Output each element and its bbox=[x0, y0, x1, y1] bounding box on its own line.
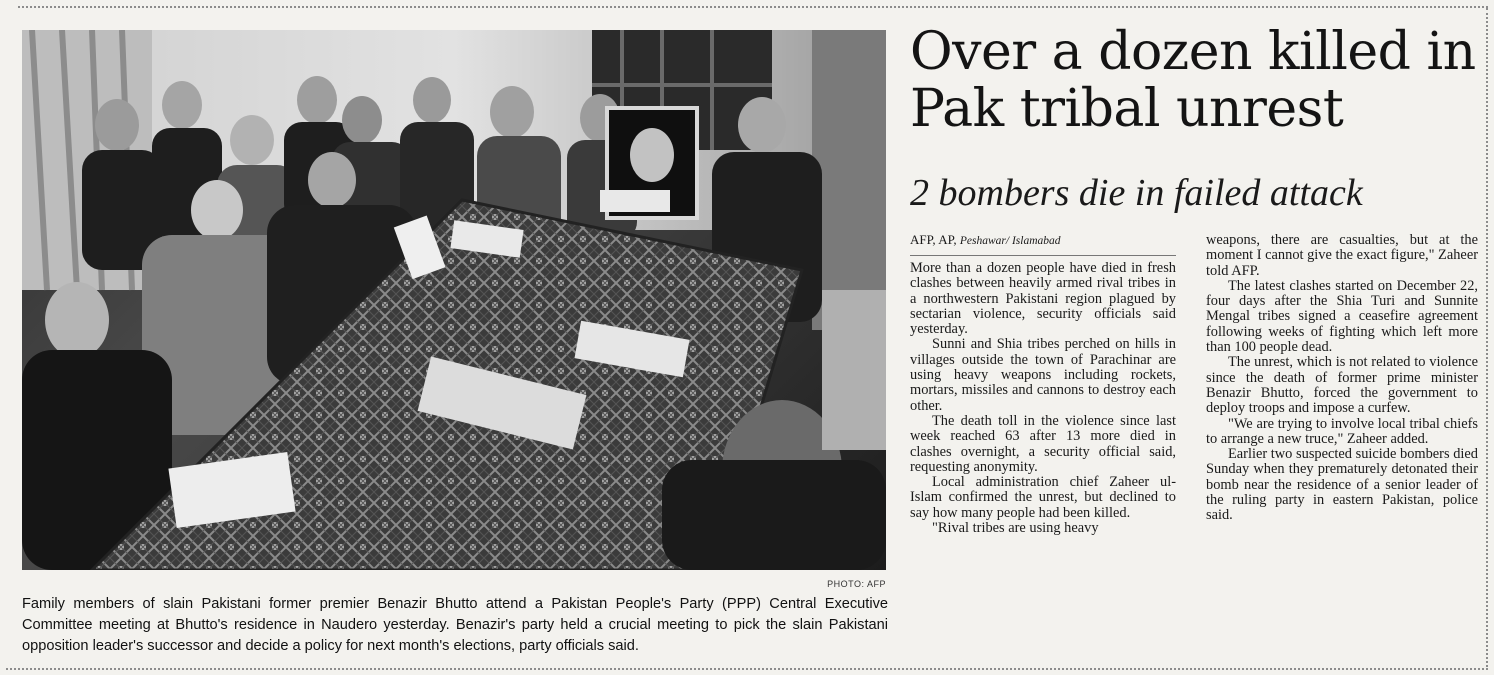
right-dotted-rule bbox=[1486, 8, 1488, 667]
photo-caption: Family members of slain Pakistani former premier Benazir Bhutto attend a Pakistan People's Party (PPP) Central Executive Committee meeting at Bhutto's residence in Naudero yesterday. Benazir's party held a crucial meeting to pick the slain Pakistani opposition leader's successor and decide a policy for next month's elections, party officials said. bbox=[22, 596, 888, 654]
photo-credit: PHOTO: AFP bbox=[827, 579, 886, 589]
top-dotted-rule bbox=[18, 6, 1488, 8]
article-column-left bbox=[910, 232, 1176, 536]
byline-location: Peshawar/ Islamabad bbox=[959, 235, 1061, 247]
byline bbox=[910, 232, 1176, 256]
article-paragraph: The latest clashes started on December 22, four days after the Shia Turi and Sunnite Mengal tribes signed a ceasefire agreement following weeks of fighting which left more than 100 people dead. bbox=[1206, 277, 1478, 356]
article-paragraph: The death toll in the violence since last week reached 63 after 13 more died in clashes overnight, a security official said, requesting anonymity. bbox=[910, 412, 1176, 475]
article-paragraph: Local administration chief Zaheer ul-Islam confirmed the unrest, but declined to say how many people had been killed. bbox=[910, 474, 1176, 521]
meeting-scene-illustration bbox=[22, 30, 886, 570]
subheadline: 2 bombers die in failed attack bbox=[910, 172, 1363, 214]
article-paragraph: "Rival tribes are using heavy bbox=[932, 520, 1099, 537]
article-paragraph: More than a dozen people have died in fresh clashes between heavily armed rival tribes in a northwestern Pakistani region plagued by sectarian violence, security officials said yesterday. bbox=[910, 260, 1176, 338]
headline: Over a dozen killed in Pak tribal unrest bbox=[910, 22, 1476, 139]
article-paragraph: "We are trying to involve local tribal chiefs to arrange a new truce," Zaheer added. bbox=[1206, 415, 1478, 447]
article-column-right bbox=[1206, 233, 1478, 524]
article-paragraph: Sunni and Shia tribes perched on hills in villages outside the town of Parachinar are using heavy weapons including rockets, mortars, missiles and cannons to destroy each other. bbox=[910, 336, 1176, 414]
byline-agencies: AFP, AP, bbox=[910, 232, 957, 247]
bottom-dotted-rule bbox=[6, 668, 1488, 670]
article-paragraph: Earlier two suspected suicide bombers died Sunday when they prematurely detonated their bomb near the residence of a senior leader of the ruling party in eastern Pakistan, police said. bbox=[1206, 446, 1478, 524]
article-paragraph: The unrest, which is not related to violence since the death of former prime minister Benazir Bhutto, forced the government to deploy troops and impose a curfew. bbox=[1206, 354, 1478, 417]
news-photo bbox=[22, 30, 886, 570]
article-paragraph-continued: weapons, there are casualties, but at the moment I cannot give the exact figure," Zaheer told AFP. bbox=[1206, 232, 1478, 279]
